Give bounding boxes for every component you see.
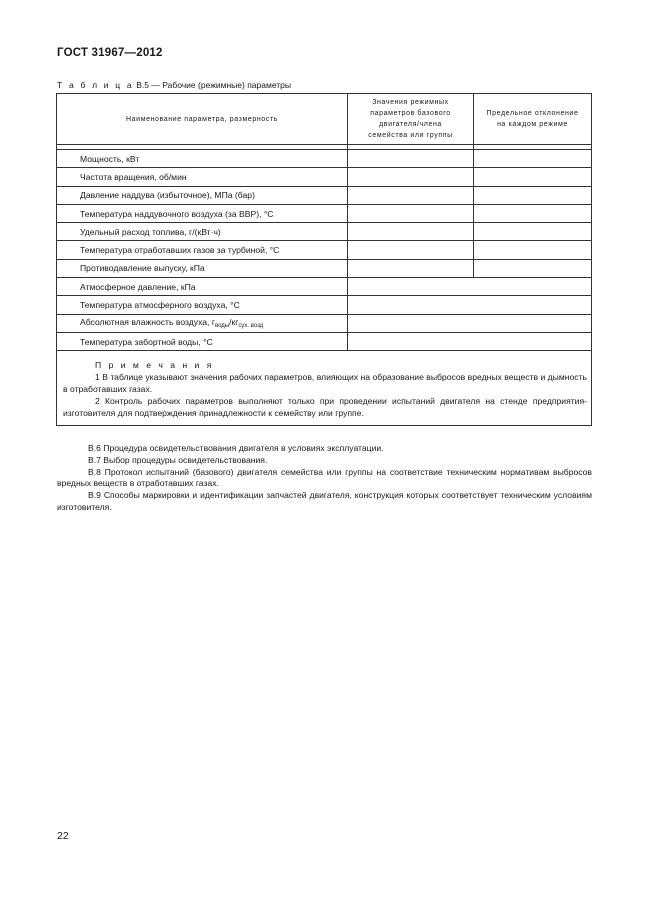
parameter-name: Температура отработавших газов за турбиной, °С — [57, 241, 348, 259]
notes-title: П р и м е ч а н и я — [95, 360, 214, 371]
page-number: 22 — [57, 830, 69, 842]
value-cell — [348, 186, 474, 204]
deviation-cell — [474, 223, 592, 241]
parameter-name: Температура атмосферного воздуха, °С — [57, 296, 348, 314]
table-header-row — [57, 94, 592, 145]
parameter-subscript: воды — [214, 323, 230, 330]
parameter-name: Давление наддува (избыточное), МПа (бар) — [57, 186, 348, 204]
parameter-name — [57, 314, 348, 332]
column-header-name: Наименование параметра, размерность — [57, 94, 348, 145]
table-caption-number: В.5 — [133, 80, 149, 90]
paragraph: В.9 Способы маркировки и идентификации запчастей двигателя, конструкция которых соответствует техническим условиям изготовителя. — [57, 490, 592, 512]
table-caption-prefix: Т а б л и ц а — [57, 80, 134, 90]
note-item: 2 Контроль рабочих параметров выполняют только при проведении испытаний двигателя на стенде предприятия-изготовителя для подтверждения принадлежности к семейству или группе. — [63, 396, 587, 419]
table-row — [57, 204, 592, 222]
value-cell-merged — [348, 314, 592, 332]
notes-row — [57, 351, 592, 426]
paragraph: В.6 Процедура освидетельствования двигателя в условиях эксплуатации. — [88, 443, 384, 453]
deviation-cell — [474, 168, 592, 186]
table-caption — [57, 80, 291, 90]
value-cell — [348, 204, 474, 222]
table-row — [57, 332, 592, 350]
deviation-cell — [474, 259, 592, 277]
table-row — [57, 259, 592, 277]
notes-cell — [57, 351, 592, 426]
body-text — [57, 443, 592, 514]
table-caption-title: — Рабочие (режимные) параметры — [149, 80, 292, 90]
table-row — [57, 296, 592, 314]
paragraph: В.8 Протокол испытаний (базового) двигателя семейства или группы на соответствие техническим нормативам выбросов вредных веществ в отработавших газах. — [57, 466, 592, 489]
value-cell-merged — [348, 332, 592, 350]
table-row — [57, 278, 592, 296]
parameter-name: Температура забортной воды, °С — [57, 332, 348, 350]
table-row — [57, 314, 592, 332]
parameter-name-unit: /кг — [229, 317, 239, 328]
document-code: ГОСТ 31967—2012 — [57, 47, 163, 59]
parameter-name: Противодавление выпуску, кПа — [57, 259, 348, 277]
parameter-name-main: Абсолютная влажность воздуха, г — [80, 317, 215, 328]
table-row — [57, 168, 592, 186]
parameter-name: Температура наддувочного воздуха (за ВВР), °С — [57, 204, 348, 222]
note-item: 1 В таблице указывают значения рабочих параметров, влияющих на образование выбросов вредных веществ и дымность в отработавших газах. — [63, 372, 587, 395]
value-cell — [348, 223, 474, 241]
value-cell-merged — [348, 296, 592, 314]
value-cell — [348, 168, 474, 186]
deviation-cell — [474, 204, 592, 222]
table-row — [57, 223, 592, 241]
value-cell — [348, 259, 474, 277]
parameter-name: Атмосферное давление, кПа — [57, 278, 348, 296]
parameter-subscript: сух. возд — [238, 323, 264, 330]
column-header-values: Значения режимных параметров базового двигателя/члена семейства или группы — [348, 94, 474, 145]
parameter-name: Частота вращения, об/мин — [57, 168, 348, 186]
parameter-name: Мощность, кВт — [57, 150, 348, 168]
deviation-cell — [474, 186, 592, 204]
table-row — [57, 186, 592, 204]
parameter-name: Удельный расход топлива, г/(кВт·ч) — [57, 223, 348, 241]
column-header-deviation: Предельное отклонение на каждом режиме — [474, 94, 592, 145]
value-cell — [348, 150, 474, 168]
value-cell — [348, 241, 474, 259]
paragraph: В.7 Выбор процедуры освидетельствования. — [88, 454, 268, 465]
value-cell-merged — [348, 278, 592, 296]
table-row — [57, 150, 592, 168]
table-row — [57, 241, 592, 259]
deviation-cell — [474, 150, 592, 168]
parameters-table — [56, 93, 592, 426]
deviation-cell — [474, 241, 592, 259]
